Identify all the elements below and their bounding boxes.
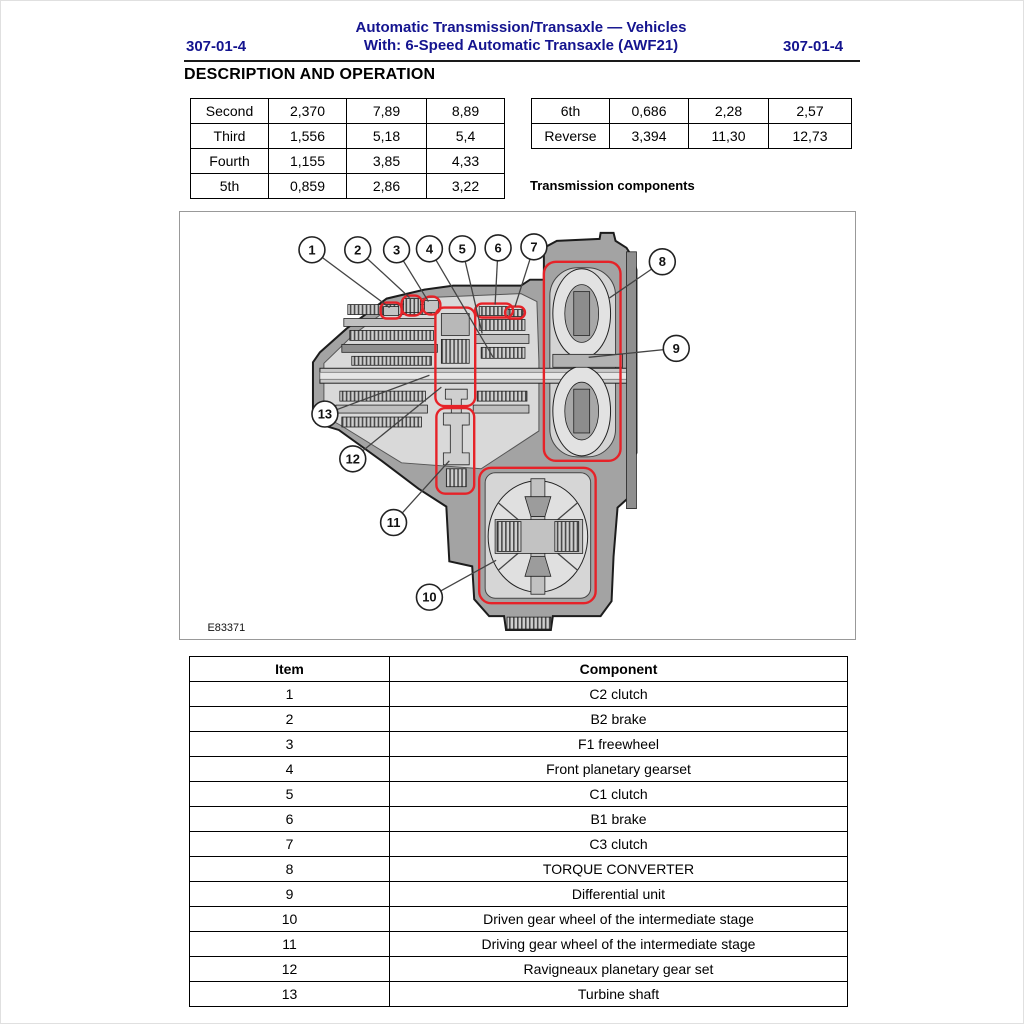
callout-10	[416, 584, 442, 610]
callout-number: 1	[308, 242, 316, 258]
table-cell: Third	[191, 124, 269, 149]
table-cell: 7,89	[347, 99, 427, 124]
table-cell: 8,89	[427, 99, 505, 124]
table-row	[190, 907, 848, 932]
table-cell: 2,370	[269, 99, 347, 124]
callout-number: 2	[354, 242, 362, 258]
callout-number: 6	[494, 240, 502, 256]
callout-number: 3	[392, 242, 401, 258]
table-cell: 12	[190, 957, 390, 982]
table-cell: 5th	[191, 174, 269, 199]
callout-number: 5	[458, 241, 466, 257]
callout-4	[416, 236, 442, 262]
figure-code: E83371	[207, 622, 246, 635]
table-row	[190, 832, 848, 857]
callout-number: 13	[317, 406, 333, 422]
table-row	[190, 857, 848, 882]
section-title: DESCRIPTION AND OPERATION	[184, 66, 436, 83]
table-cell: Driving gear wheel of the intermediate stage	[390, 932, 848, 957]
table-cell: 3,22	[427, 174, 505, 199]
table-cell: Second	[191, 99, 269, 124]
callout-number: 10	[422, 589, 437, 605]
table-row	[532, 124, 852, 149]
table-cell: 4	[190, 757, 390, 782]
table-cell: 2,86	[347, 174, 427, 199]
figure-caption: Transmission components	[530, 178, 695, 193]
callout-number: 12	[345, 451, 360, 467]
table-cell: 11	[190, 932, 390, 957]
table-cell: 13	[190, 982, 390, 1007]
callout-1	[299, 237, 325, 263]
table-cell: 5,18	[347, 124, 427, 149]
table-row	[191, 99, 505, 124]
table-row	[190, 707, 848, 732]
callout-number: 8	[658, 254, 666, 270]
table-cell: Front planetary gearset	[390, 757, 848, 782]
table-cell: 8	[190, 857, 390, 882]
table-row	[190, 757, 848, 782]
page-code-right: 307-01-4	[783, 38, 844, 55]
callout-8	[649, 249, 675, 275]
table-row	[190, 682, 848, 707]
table-cell: 9	[190, 882, 390, 907]
table-row	[190, 882, 848, 907]
table-cell: 3	[190, 732, 390, 757]
table-cell: 6	[190, 807, 390, 832]
component-table-header-item: Item	[190, 657, 390, 682]
table-row	[190, 982, 848, 1007]
table-cell: 7	[190, 832, 390, 857]
callout-11	[381, 510, 407, 536]
table-cell: C2 clutch	[390, 682, 848, 707]
callout-number: 7	[530, 239, 538, 255]
table-cell: 4,33	[427, 149, 505, 174]
callout-5	[449, 236, 475, 262]
table-cell: 1,556	[269, 124, 347, 149]
callout-2	[345, 237, 371, 263]
callout-3	[384, 237, 410, 263]
table-row	[190, 932, 848, 957]
table-cell: 2	[190, 707, 390, 732]
table-cell: 0,686	[610, 99, 689, 124]
table-row	[191, 174, 505, 199]
table-row	[190, 957, 848, 982]
table-cell: B2 brake	[390, 707, 848, 732]
table-cell: Differential unit	[390, 882, 848, 907]
page-code-left: 307-01-4	[186, 38, 247, 55]
table-row	[191, 149, 505, 174]
table-cell: 10	[190, 907, 390, 932]
page-title-line-1: Automatic Transmission/Transaxle — Vehicles	[355, 19, 687, 36]
table-row	[532, 99, 852, 124]
gear-ratio-table-right	[531, 98, 852, 149]
table-cell: Driven gear wheel of the intermediate stage	[390, 907, 848, 932]
table-cell: 0,859	[269, 174, 347, 199]
table-cell: 5	[190, 782, 390, 807]
table-cell: 1	[190, 682, 390, 707]
table-cell: 3,394	[610, 124, 689, 149]
table-cell: Fourth	[191, 149, 269, 174]
component-table	[189, 656, 848, 1007]
gear-ratio-table-left	[190, 98, 505, 199]
table-cell: TORQUE CONVERTER	[390, 857, 848, 882]
figure-box	[179, 211, 856, 640]
table-cell: C3 clutch	[390, 832, 848, 857]
table-cell: F1 freewheel	[390, 732, 848, 757]
component-table-header-component: Component	[390, 657, 848, 682]
table-cell: 3,85	[347, 149, 427, 174]
table-cell: B1 brake	[390, 807, 848, 832]
table-cell: 2,28	[689, 99, 769, 124]
component-table-header-row	[190, 657, 848, 682]
table-cell: 12,73	[769, 124, 852, 149]
callout-number: 11	[386, 515, 401, 531]
table-cell: C1 clutch	[390, 782, 848, 807]
callout-12	[340, 446, 366, 472]
transmission-diagram	[180, 212, 855, 639]
page-title	[186, 19, 856, 55]
header-rule	[184, 60, 860, 62]
callout-6	[485, 235, 511, 261]
table-row	[190, 807, 848, 832]
table-cell: 2,57	[769, 99, 852, 124]
table-row	[190, 732, 848, 757]
table-cell: 1,155	[269, 149, 347, 174]
table-row	[190, 782, 848, 807]
table-cell: 5,4	[427, 124, 505, 149]
callout-13	[312, 401, 338, 427]
table-cell: Reverse	[532, 124, 610, 149]
table-cell: Ravigneaux planetary gear set	[390, 957, 848, 982]
callout-number: 9	[672, 340, 680, 356]
callout-9	[663, 335, 689, 361]
table-cell: 6th	[532, 99, 610, 124]
table-cell: Turbine shaft	[390, 982, 848, 1007]
page-title-line-2: With: 6-Speed Automatic Transaxle (AWF21)	[363, 37, 679, 54]
callout-7	[521, 234, 547, 260]
table-row	[191, 124, 505, 149]
table-cell: 11,30	[689, 124, 769, 149]
callout-number: 4	[425, 241, 434, 257]
